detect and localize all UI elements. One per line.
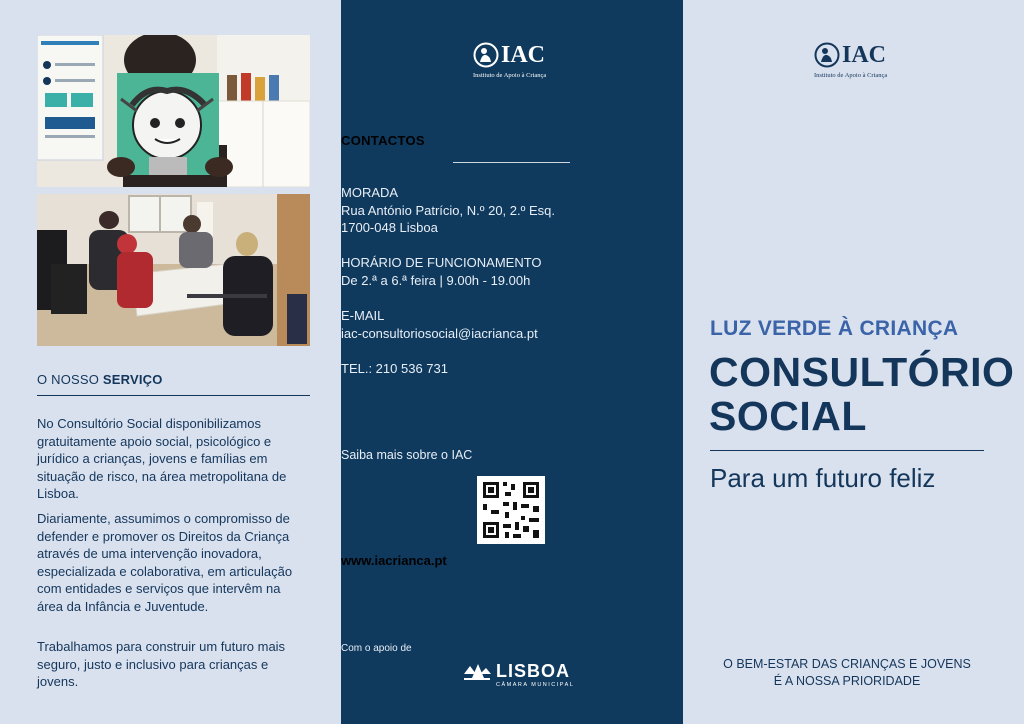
- email-block: [341, 307, 683, 342]
- priority-line-2: É A NOSSA PRIORIDADE: [773, 674, 921, 688]
- iac-logo-subtitle: Instituto de Apoio à Criança: [473, 72, 547, 79]
- qr-code-icon: [477, 476, 545, 544]
- iac-emblem-icon: [473, 42, 499, 68]
- hours-block: [341, 254, 683, 289]
- iac-logo: [473, 42, 547, 79]
- phone-block: [341, 360, 683, 378]
- photo-child-drawing: [37, 35, 310, 187]
- address-block: [341, 184, 683, 237]
- service-paragraph-3: Trabalhamos para construir um futuro mais seguro, justo e inclusivo para crianças e jovens.: [37, 639, 286, 689]
- page-title: [709, 350, 1014, 438]
- tagline: Para um futuro feliz: [710, 463, 936, 493]
- photo-meeting-room: [37, 194, 310, 346]
- priority-statement: [710, 656, 984, 690]
- title-line-2: SOCIAL: [709, 393, 867, 439]
- divider: [37, 395, 310, 396]
- iac-logo-word: IAC: [842, 42, 887, 68]
- divider: [710, 450, 984, 451]
- iac-logo: [814, 42, 888, 79]
- lisboa-emblem-icon: [462, 660, 492, 682]
- section-title-bold: SERVIÇO: [102, 372, 163, 387]
- qr-code[interactable]: [477, 476, 545, 544]
- lisboa-word: LISBOA: [496, 660, 571, 681]
- support-text: Com o apoio de: [341, 643, 412, 654]
- service-paragraph-1: No Consultório Social disponibilizamos gratuitamente apoio social, psicológico e jurídico a crianças, jovens e famílias em situação de risco, na área metropolitana de Lisboa.: [37, 416, 287, 501]
- title-line-1: CONSULTÓRIO: [709, 349, 1015, 395]
- lisboa-subtitle: CÂMARA MUNICIPAL: [496, 682, 575, 688]
- section-title-prefix: O NOSSO: [37, 372, 100, 387]
- address-label: MORADA: [341, 185, 399, 200]
- email-label: E-MAIL: [341, 308, 385, 323]
- email-link[interactable]: iac-consultoriosocial@iacrianca.pt: [341, 325, 538, 341]
- iac-logo-subtitle: Instituto de Apoio à Criança: [814, 72, 888, 79]
- iac-emblem-icon: [814, 42, 840, 68]
- priority-line-1: O BEM-ESTAR DAS CRIANÇAS E JOVENS: [723, 657, 971, 671]
- learn-more-text: Saiba mais sobre o IAC: [341, 448, 473, 462]
- address-line-1: Rua António Patrício, N.º 20, 2.º Esq.: [341, 202, 555, 218]
- hours-label: HORÁRIO DE FUNCIONAMENTO: [341, 255, 542, 270]
- lisboa-logo: [462, 660, 575, 688]
- phone-number[interactable]: TEL.: 210 536 731: [341, 361, 448, 376]
- service-paragraph-2: Diariamente, assumimos o compromisso de defender e promover os Direitos da Criança através de uma intervenção inovadora, especializada e colaborativa, em articulação com entidades e serviços que intervêm na área da Infância e Juventude.: [37, 511, 293, 614]
- website-link[interactable]: www.iacrianca.pt: [341, 553, 447, 568]
- address-line-2: 1700-048 Lisboa: [341, 220, 438, 235]
- contacts-title: CONTACTOS: [341, 133, 425, 148]
- section-title: [37, 372, 163, 387]
- iac-logo-word: IAC: [501, 42, 546, 68]
- campaign-kicker: LUZ VERDE À CRIANÇA: [710, 317, 959, 340]
- hours-value: De 2.ª a 6.ª feira | 9.00h - 19.00h: [341, 272, 531, 288]
- divider: [453, 162, 570, 163]
